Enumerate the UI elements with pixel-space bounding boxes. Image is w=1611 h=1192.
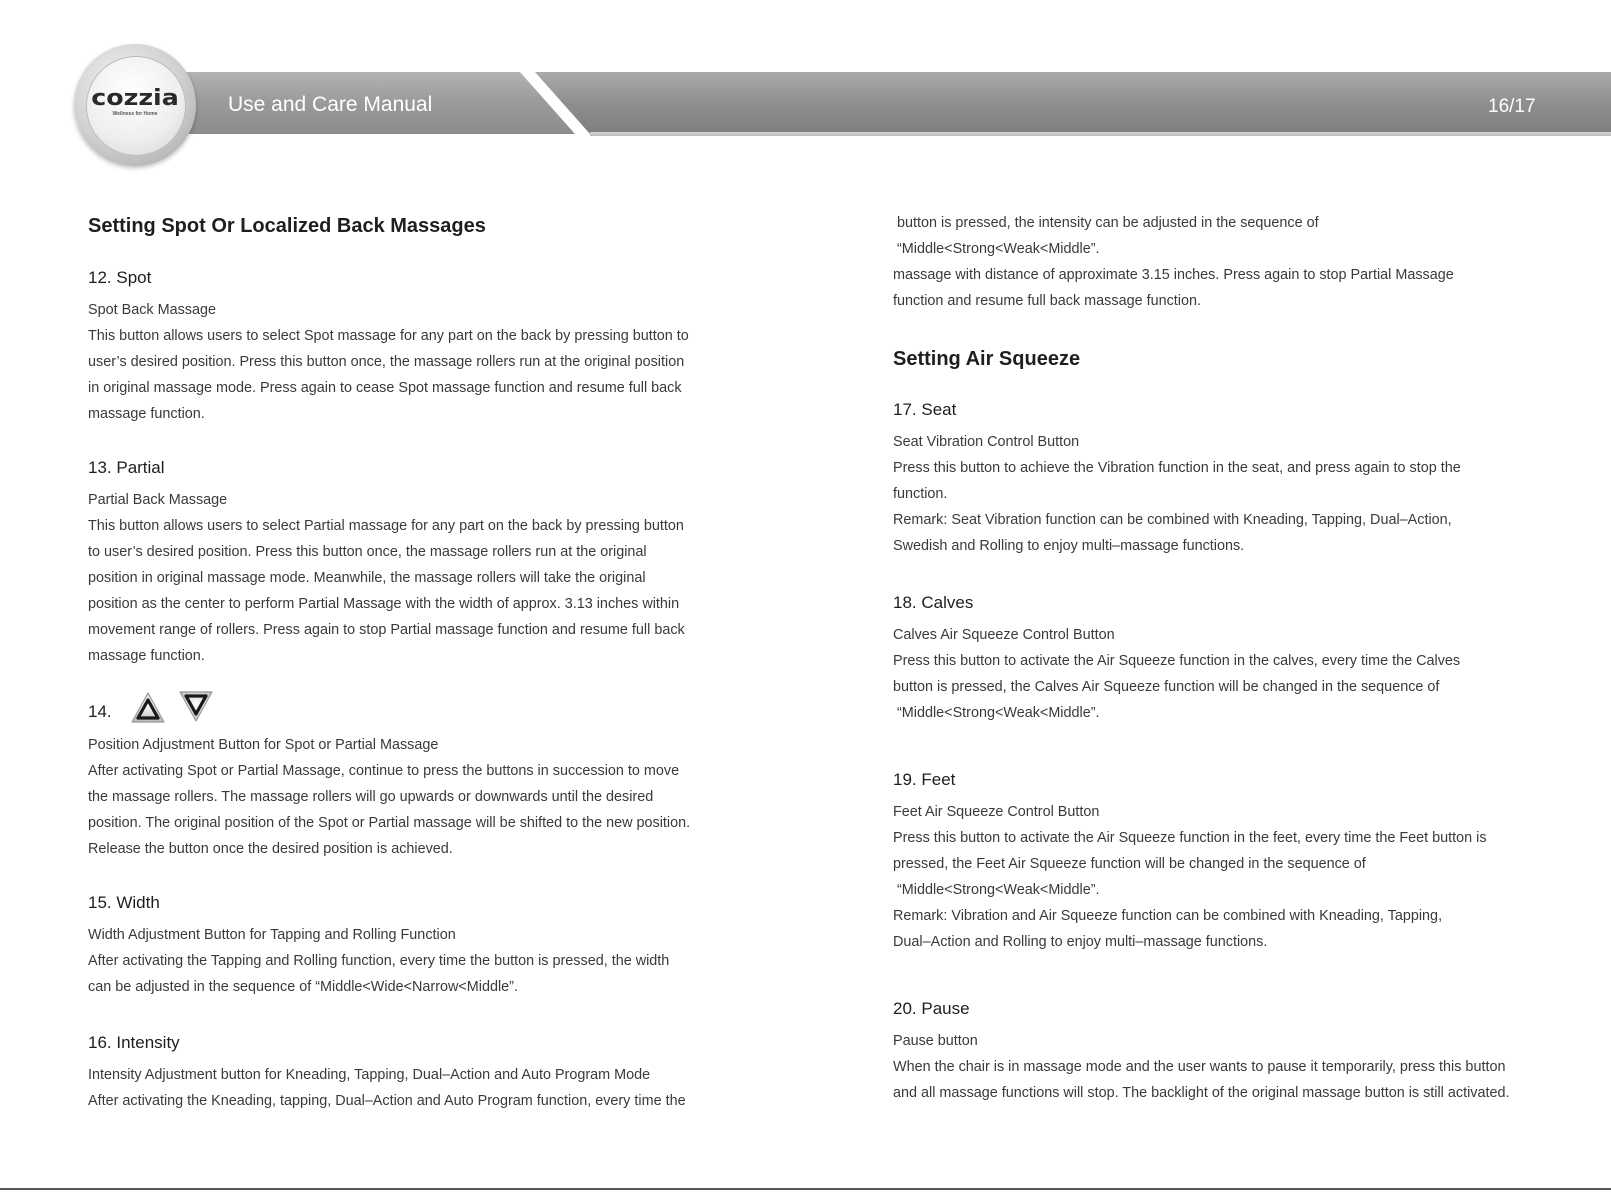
- partial-line: Partial Back Massage: [88, 492, 228, 508]
- section-title-spot: Setting Spot Or Localized Back Massages: [88, 215, 486, 237]
- intro-line: “Middle<Strong<Weak<Middle”.: [897, 241, 1100, 257]
- calves-line: Calves Air Squeeze Control Button: [893, 627, 1115, 643]
- heading-partial: 13. Partial: [88, 458, 165, 477]
- section-title-air-squeeze: Setting Air Squeeze: [893, 348, 1081, 370]
- spot-line: This button allows users to select Spot massage for any part on the back by pressing button to: [88, 328, 689, 344]
- seat-line: Swedish and Rolling to enjoy multi–massage functions.: [893, 538, 1245, 554]
- brand-logo: cozzia: [91, 86, 179, 111]
- partial-line: position in original massage mode. Meanwhile, the massage rollers will take the original: [88, 570, 646, 586]
- heading-feet: 19. Feet: [893, 770, 956, 789]
- spot-line: massage function.: [88, 406, 205, 422]
- seat-line: Remark: Seat Vibration function can be combined with Kneading, Tapping, Dual–Action,: [893, 512, 1452, 528]
- heading-spot: 12. Spot: [88, 268, 152, 287]
- spot-line: Spot Back Massage: [88, 302, 216, 318]
- calves-line: button is pressed, the Calves Air Squeeze function will be changed in the sequence of: [893, 679, 1440, 695]
- position-line: After activating Spot or Partial Massage, continue to press the buttons in succession to move: [88, 763, 680, 779]
- header-band-right: [535, 72, 1611, 134]
- seat-line: Press this button to achieve the Vibration function in the seat, and press again to stop the: [893, 460, 1461, 476]
- width-line: Width Adjustment Button for Tapping and Rolling Function: [88, 927, 456, 943]
- feet-line: Feet Air Squeeze Control Button: [893, 804, 1100, 820]
- intro-line: massage with distance of approximate 3.15 inches. Press again to stop Partial Massage: [893, 267, 1454, 283]
- heading-intensity: 16. Intensity: [88, 1033, 180, 1052]
- seat-line: Seat Vibration Control Button: [893, 434, 1080, 450]
- feet-line: Press this button to activate the Air Squeeze function in the feet, every time the Feet button is: [893, 830, 1487, 846]
- brand-tagline: Wellness for Home: [112, 111, 158, 117]
- partial-line: massage function.: [88, 648, 205, 664]
- manual-title: Use and Care Manual: [228, 93, 433, 116]
- partial-line: This button allows users to select Partial massage for any part on the back by pressing button: [88, 518, 684, 534]
- heading-pause: 20. Pause: [893, 999, 970, 1018]
- up-triangle-button-icon: [130, 691, 166, 725]
- spot-line: user’s desired position. Press this button once, the massage rollers run at the original position: [88, 354, 685, 370]
- pause-line: Pause button: [893, 1033, 978, 1049]
- page-number: 16/17: [1488, 96, 1536, 117]
- footer-rule: [0, 1188, 1611, 1190]
- pause-line: When the chair is in massage mode and the user wants to pause it temporarily, press this button: [893, 1059, 1506, 1075]
- intro-line: function and resume full back massage function.: [893, 293, 1201, 309]
- partial-line: to user’s desired position. Press this button once, the massage rollers run at the original: [88, 544, 647, 560]
- header-divider: [590, 132, 1611, 136]
- feet-line: pressed, the Feet Air Squeeze function will be changed in the sequence of: [893, 856, 1366, 872]
- intensity-line: After activating the Kneading, tapping, Dual–Action and Auto Program function, every time the: [88, 1093, 686, 1109]
- position-line: the massage rollers. The massage rollers will go upwards or downwards until the desired: [88, 789, 654, 805]
- feet-line: “Middle<Strong<Weak<Middle”.: [897, 882, 1100, 898]
- down-triangle-button-icon: [178, 690, 214, 724]
- partial-line: movement range of rollers. Press again to stop Partial massage function and resume full back: [88, 622, 685, 638]
- heading-calves: 18. Calves: [893, 593, 974, 612]
- position-line: position. The original position of the Spot or Partial massage will be shifted to the new position.: [88, 815, 691, 831]
- spot-line: in original massage mode. Press again to cease Spot massage function and resume full back: [88, 380, 682, 396]
- calves-line: Press this button to activate the Air Squeeze function in the calves, every time the Calves: [893, 653, 1461, 669]
- feet-line: Dual–Action and Rolling to enjoy multi–massage functions.: [893, 934, 1268, 950]
- heading-width: 15. Width: [88, 893, 160, 912]
- seat-line: function.: [893, 486, 948, 502]
- width-line: After activating the Tapping and Rolling function, every time the button is pressed, the width: [88, 953, 670, 969]
- partial-line: position as the center to perform Partial Massage with the width of approx. 3.13 inches within: [88, 596, 680, 612]
- intro-line: button is pressed, the intensity can be adjusted in the sequence of: [897, 215, 1319, 231]
- heading-seat: 17. Seat: [893, 400, 957, 419]
- feet-line: Remark: Vibration and Air Squeeze function can be combined with Kneading, Tapping,: [893, 908, 1443, 924]
- position-line: Position Adjustment Button for Spot or Partial Massage: [88, 737, 439, 753]
- page-header: [0, 0, 1611, 175]
- heading-position: 14.: [88, 702, 112, 721]
- position-line: Release the button once the desired position is achieved.: [88, 841, 453, 857]
- width-line: can be adjusted in the sequence of “Middle<Wide<Narrow<Middle”.: [88, 979, 518, 995]
- calves-line: “Middle<Strong<Weak<Middle”.: [897, 705, 1100, 721]
- pause-line: and all massage functions will stop. The backlight of the original massage button is still activated.: [893, 1085, 1510, 1101]
- intensity-line: Intensity Adjustment button for Kneading, Tapping, Dual–Action and Auto Program Mode: [88, 1067, 651, 1083]
